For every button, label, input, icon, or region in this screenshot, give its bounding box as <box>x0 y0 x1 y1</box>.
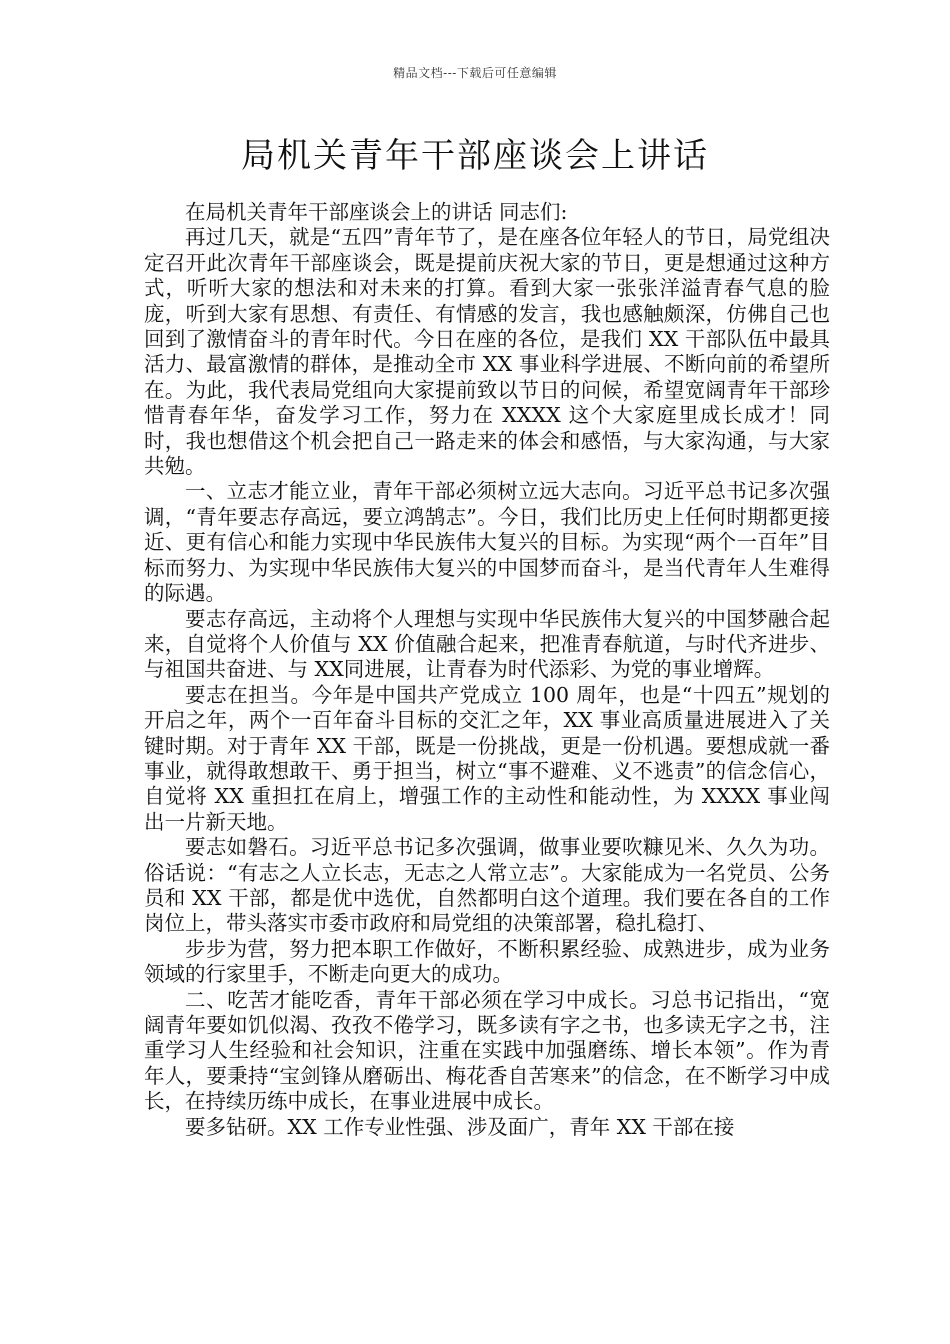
paragraph: 步步为营，努力把本职工作做好，不断积累经验、成熟进步，成为业务领域的行家里手，不断走向更大的成功。 <box>144 936 830 987</box>
document-body <box>144 200 830 1140</box>
document-title: 局机关青年干部座谈会上讲话 <box>241 136 709 176</box>
header-note: 精品文档---下载后可任意编辑 <box>393 66 557 80</box>
paragraph: 二、吃苦才能吃香，青年干部必须在学习中成长。习总书记指出，“宽阔青年要如饥似渴、孜孜不倦学习，既多读有字之书，也多读无字之书，注重学习人生经验和社会知识，注重在实践中加强磨练、增长本领”。作为青年人，要秉持“宝剑锋从磨砺出、梅花香自苦寒来”的信念，在不断学习中成长，在持续历练中成长，在事业进展中成长。 <box>144 987 830 1114</box>
paragraph: 在局机关青年干部座谈会上的讲话 同志们: <box>185 200 568 224</box>
paragraph: 要志在担当。今年是中国共产党成立 100 周年，也是“十四五”规划的开启之年，两个一百年奋斗目标的交汇之年，XX 事业高质量进展进入了关键时期。对于青年 XX 干部，既是一份挑战，更是一份机遇。要想成就一番事业，就得敢想敢干、勇于担当，树立“事不避难、义不逃责”的信念信心，自觉将 XX 重担扛在肩上，增强工作的主动性和能动性，为 XXXX 事业闯出一片新天地。 <box>144 682 830 834</box>
paragraph: 再过几天，就是“五四”青年节了，是在座各位年轻人的节日，局党组决定召开此次青年干部座谈会，既是提前庆祝大家的节日，更是想通过这种方式，听听大家的想法和对未来的打算。看到大家一张张洋溢青春气息的脸庞，听到大家有思想、有责任、有情感的发言，我也感触颇深，仿佛自己也回到了激情奋斗的青年时代。今日在座的各位，是我们 XX 干部队伍中最具活力、最富激情的群体，是推动全市 XX 事业科学进展、不断向前的希望所在。为此，我代表局党组向大家提前致以节日的问候，希望宽阔青年干部珍惜青春年华，奋发学习工作，努力在 XXXX 这个大家庭里成长成才！同时，我也想借这个机会把自己一路走来的体会和感悟，与大家沟通，与大家共勉。 <box>144 225 830 479</box>
paragraph: 要多钻研。XX 工作专业性强、涉及面广，青年 XX 干部在接 <box>185 1114 735 1139</box>
paragraph: 要志存高远，主动将个人理想与实现中华民族伟大复兴的中国梦融合起来，自觉将个人价值与 XX 价值融合起来，把准青春航道，与时代齐进步、与祖国共奋进、与 XX同进展，让青春为时代添彩、为党的事业增辉。 <box>144 606 830 682</box>
paragraph: 要志如磐石。习近平总书记多次强调，做事业要吹糠见米、久久为功。俗话说：“有志之人立长志，无志之人常立志”。大家能成为一名党员、公务员和 XX 干部，都是优中选优，自然都明白这个道理。我们要在各自的工作岗位上，带头落实市委市政府和局党组的决策部署，稳扎稳打、 <box>144 835 830 936</box>
paragraph: 一、立志才能立业，青年干部必须树立远大志向。习近平总书记多次强调，“青年要志存高远，要立鸿鹄志”。今日，我们比历史上任何时期都更接近、更有信心和能力实现中华民族伟大复兴的目标。为实现“两个一百年”目标而努力、为实现中华民族伟大复兴的中国梦而奋斗，是当代青年人生难得的际遇。 <box>144 479 830 606</box>
